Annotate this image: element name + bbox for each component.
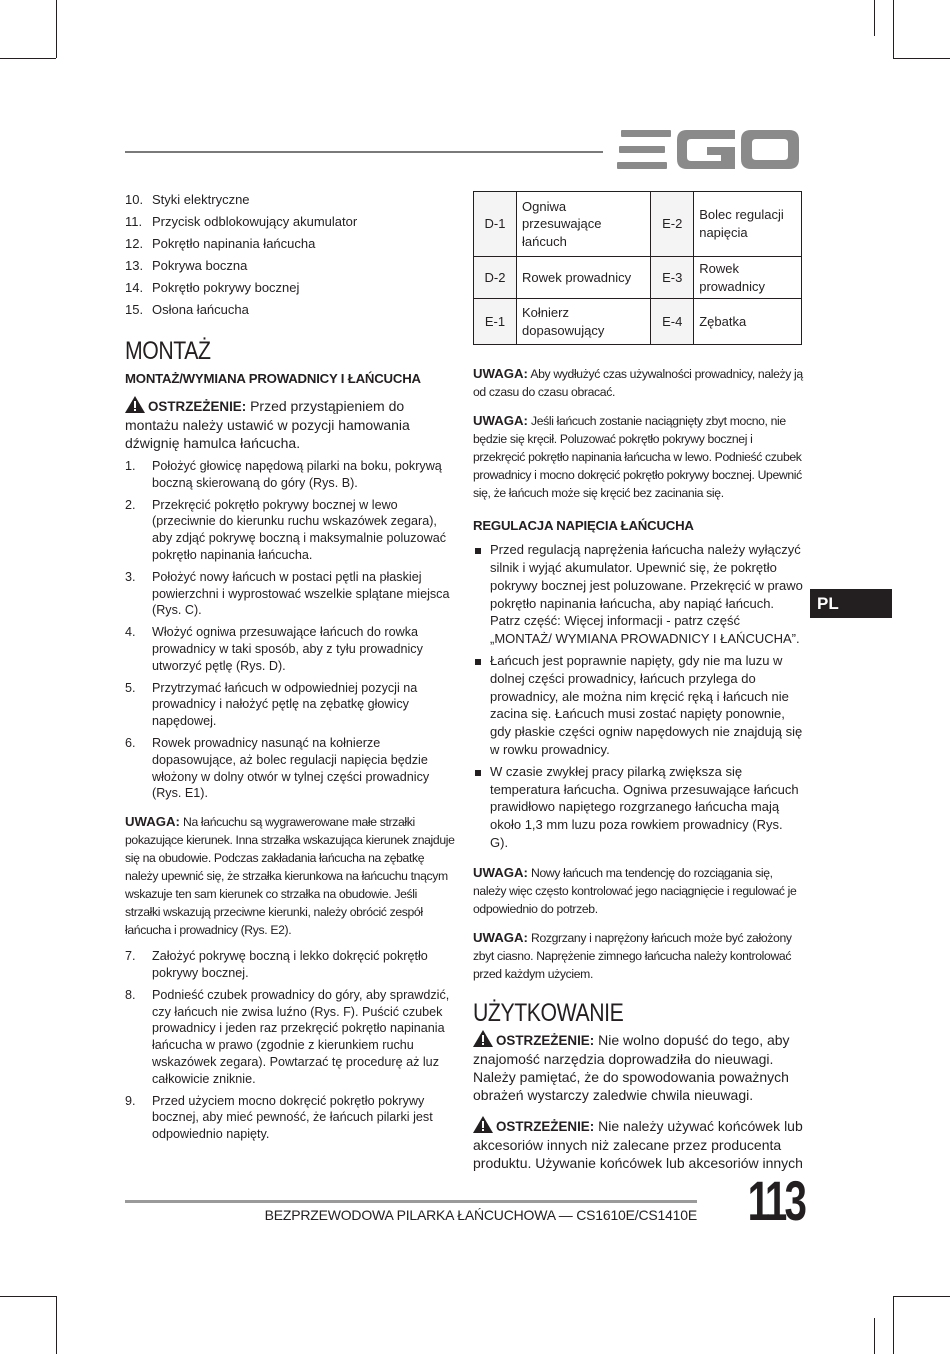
assembly-steps [125,458,455,802]
crop-mark [893,1296,950,1297]
crop-mark [0,1296,56,1297]
list-item: 1. Położyć głowicę napędową pilarki na boku, pokrywą boczną skierowaną do góry (Rys. B). [125,459,442,490]
header-rule [125,151,603,153]
warning-icon [473,1030,493,1047]
parts-list [125,189,455,321]
tension-bullets [473,541,803,852]
subsection-title: REGULACJA NAPIĘCIA ŁAŃCUCHA [473,518,694,534]
list-item: 7. Założyć pokrywę boczną i lekko dokręcić pokrętło pokrywy bocznej. [125,949,428,980]
warning-icon [125,396,145,413]
table-row: D-2 Rowek prowadnicy E-3 Rowek prowadnicy [474,257,802,299]
warning-label: OSTRZEŻENIE: [148,399,247,414]
list-item: Przed regulacją naprężenia łańcucha należy wyłączyć silnik i wyjąć akumulator. Upewnić się, że pokrętło pokrywy bocznej jest poluzowane. Przekręcić w prawo pokrętło napinania łańcucha, aby napiąć łańcuch. Patrz część: Więcej informacji - patrz część „MONTAŻ/ WYMIANA PROWADNICY I ŁAŃCUCHA”. [473,541,803,648]
table-row: E-1 Kołnierz dopasowujący E-4 Zębatka [474,299,802,345]
list-item: 4. Włożyć ogniwa przesuwające łańcuch do rowka prowadnicy w taki sposób, aby z tyłu prowadnicy utworzyć pętlę (Rys. D). [125,625,423,673]
ego-logo [617,130,799,170]
list-item: 6. Rowek prowadnicy nasunąć na kołnierze dopasowujące, aż bolec regulacji napięcia będzie włożony w dolny otwór w tylnej części prowadnicy (Rys. E1). [125,735,430,801]
crop-mark [893,58,950,59]
note-paragraph: UWAGA: Na łańcuchu są wygrawerowane małe strzałki pokazujące kierunek. Inna strzałka wskazująca kierunek znajduje się na obudowie. Podczas zakładania łańcucha na zębatkę należy upewnić się, że strzałka kierunkowa na łańcuchu tnącym wskazuje ten sam kierunek co strzałka na obudowie. Jeśli strzałki wskazują przeciwne kierunki, należy obrócić zespół łańcucha i prowadnicy (Rys. E2). [125,814,455,938]
list-item: 3. Położyć nowy łańcuch w postaci pętli na płaskiej powierzchni i wyprostować wszelkie splątane miejsca (Rys. C). [125,569,450,618]
footer-rule [125,1200,697,1203]
note-paragraph: UWAGA: Jeśli łańcuch zostanie naciągnięty zbyt mocno, nie będzie się kręcił. Poluzować pokrętło pokrywy bocznej i przekręcić pokrętło napinania łańcucha w lewo. Podnieść czubek prowadnicy i mocno dokręcić pokrętło pokrywy bocznej. Upewnić się, że łańcuch może się kręcić bez zacinania się. [473,413,802,501]
table-row: D-1 Ogniwa przesuwające łańcuch E-2 Bolec regulacji napięcia [474,192,802,257]
warning-icon [473,1116,493,1133]
list-item: 8. Podnieść czubek prowadnicy do góry, aby sprawdzić, czy łańcuch nie zwisa luźno (Rys. F). Puścić czubek prowadnicy i jeden raz przekręcić pokrętło napinania łańcucha w prawo (zgodnie z kierunkiem ruchu wskazówek zegara). Powtarzać tę procedurę aż luz całkowicie zniknie. [125,987,450,1086]
list-item: 15. Osłona łańcucha [125,301,249,317]
list-item: W czasie zwykłej pracy pilarką zwiększa się temperatura łańcucha. Ogniwa przesuwające łańcuch prawidłowo napiętego rozgrzanego łańcucha mają około 1,3 mm luzu poza rowkiem prowadnicy (Rys. G). [473,763,803,852]
crop-mark [893,1296,894,1354]
note-paragraph: UWAGA: Rozgrzany i naprężony łańcuch może być założony zbyt ciasno. Naprężenie zimnego łańcucha należy kontrolować przed każdym użyciem. [473,929,792,981]
warning-paragraph: OSTRZEŻENIE: Przed przystąpieniem do montażu należy ustawić w pozycji hamowania dźwignię hamulca łańcucha. [125,398,410,451]
section-title: MONTAŻ [125,337,211,365]
bullet-icon [473,763,490,852]
warning-paragraph: OSTRZEŻENIE: Nie wolno dopuść do tego, aby znajomość narzędzia doprowadziła do nieuwagi. Należy pamiętać, że do spowodowania poważnych obrażeń wystarczy zaledwie chwila nieuwagi. [473,1031,790,1103]
assembly-steps-continued [125,948,455,1143]
crop-mark [0,58,56,59]
crop-mark [874,0,875,36]
list-item: Łańcuch jest poprawnie napięty, gdy nie ma luzu w dolnej części prowadnicy, łańcuch przylega do prowadnicy, ale można nim kręcić ręką i łańcuch nie zacina się. Łańcuch musi zostać napięty ponownie, gdy płaskie części ogniw napędowych nie znajdują się w rowku prowadnicy. [473,652,803,759]
list-item: 14. Pokrętło pokrywy bocznej [125,279,300,295]
list-item: 9. Przed użyciem mocno dokręcić pokrętło pokrywy bocznej, aby mieć pewność, że łańcuch pilarki jest odpowiednio napięty. [125,1093,433,1142]
left-column [125,189,455,1143]
crop-mark [56,0,57,58]
list-item: 12. Pokrętło napinania łańcucha [125,235,316,251]
note-paragraph: UWAGA: Aby wydłużyć czas używalności prowadnicy, należy ją od czasu do czasu obracać. [473,366,803,400]
crop-mark [893,0,894,58]
list-item: 10. Styki elektryczne [125,191,250,207]
bullet-icon [473,652,490,759]
page-number: 113 [747,1169,804,1232]
note-label: UWAGA: [125,814,180,830]
bullet-icon [473,541,490,648]
note-paragraph: UWAGA: Nowy łańcuch ma tendencję do rozciągania się, należy więc często kontrolować jego naciągnięcie i regulować je odpowiednio do potrzeb. [473,864,797,916]
list-item: 2. Przekręcić pokrętło pokrywy bocznej w lewo (przeciwnie do kierunku ruchu wskazówek zegara), aby zdjąć pokrywę boczną i maksymalnie poluzować pokrętło napinania łańcucha. [125,497,446,562]
footer-title: BEZPRZEWODOWA PILARKA ŁAŃCUCHOWA — CS1610E/CS1410E [264,1207,697,1223]
language-tab: PL [810,589,892,618]
subsection-title: MONTAŻ/WYMIANA PROWADNICY I ŁAŃCUCHA [125,371,421,386]
right-column [473,191,803,1172]
list-item: 13. Pokrywa boczna [125,257,248,273]
crop-mark [874,1318,875,1354]
parts-legend-table [473,191,802,345]
crop-mark [56,1296,57,1354]
list-item: 11. Przycisk odblokowujący akumulator [125,213,358,229]
warning-paragraph: OSTRZEŻENIE: Nie należy używać końcówek lub akcesoriów innych niż zalecane przez producenta produktu. Używanie końcówek lub akcesoriów innych [473,1117,803,1171]
section-title: UŻYTKOWANIE [473,998,624,1027]
list-item: 5. Przytrzymać łańcuch w odpowiedniej pozycji na prowadnicy i nałożyć pętlę na zębatkę głowicy napędowej. [125,680,418,729]
